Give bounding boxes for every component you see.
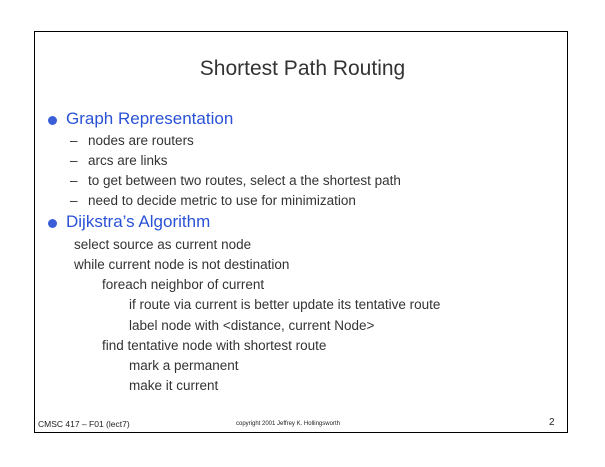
dash-icon: –	[70, 153, 78, 168]
bullet-label: Graph Representation	[66, 109, 234, 128]
dash-icon: –	[70, 173, 78, 188]
footer-copyright: copyright 2001 Jeffrey K. Hollingsworth	[236, 421, 340, 427]
algorithm-line: find tentative node with shortest route	[102, 338, 327, 353]
sub-item-text: nodes are routers	[88, 133, 194, 148]
bullet-dot-icon	[48, 116, 57, 125]
sub-item-text: need to decide metric to use for minimization	[88, 193, 356, 208]
algorithm-line: label node with <distance, current Node>	[129, 318, 375, 333]
slide-title: Shortest Path Routing	[199, 57, 406, 80]
sub-item-text: to get between two routes, select a the shortest path	[88, 173, 401, 188]
sub-item	[70, 153, 168, 168]
algorithm-line: make it current	[129, 378, 219, 393]
sub-item-text: arcs are links	[88, 153, 168, 168]
algorithm-line: foreach neighbor of current	[102, 277, 265, 292]
dash-icon: –	[70, 193, 78, 208]
dash-icon: –	[70, 133, 78, 148]
algorithm-line: mark a permanent	[129, 358, 239, 373]
algorithm-line: while current node is not destination	[74, 257, 290, 272]
bullet-label: Dijkstra’s Algorithm	[66, 212, 211, 231]
page-number: 2	[549, 417, 555, 428]
sub-item	[70, 133, 194, 148]
bullet-dot-icon	[48, 219, 57, 228]
algorithm-line: if route via current is better update its tentative route	[129, 297, 441, 312]
algorithm-line: select source as current node	[74, 237, 252, 252]
sub-item	[70, 173, 401, 188]
slide-frame	[34, 31, 568, 433]
sub-item	[70, 193, 356, 208]
footer-course: CMSC 417 – F01 (lect7)	[38, 419, 130, 429]
